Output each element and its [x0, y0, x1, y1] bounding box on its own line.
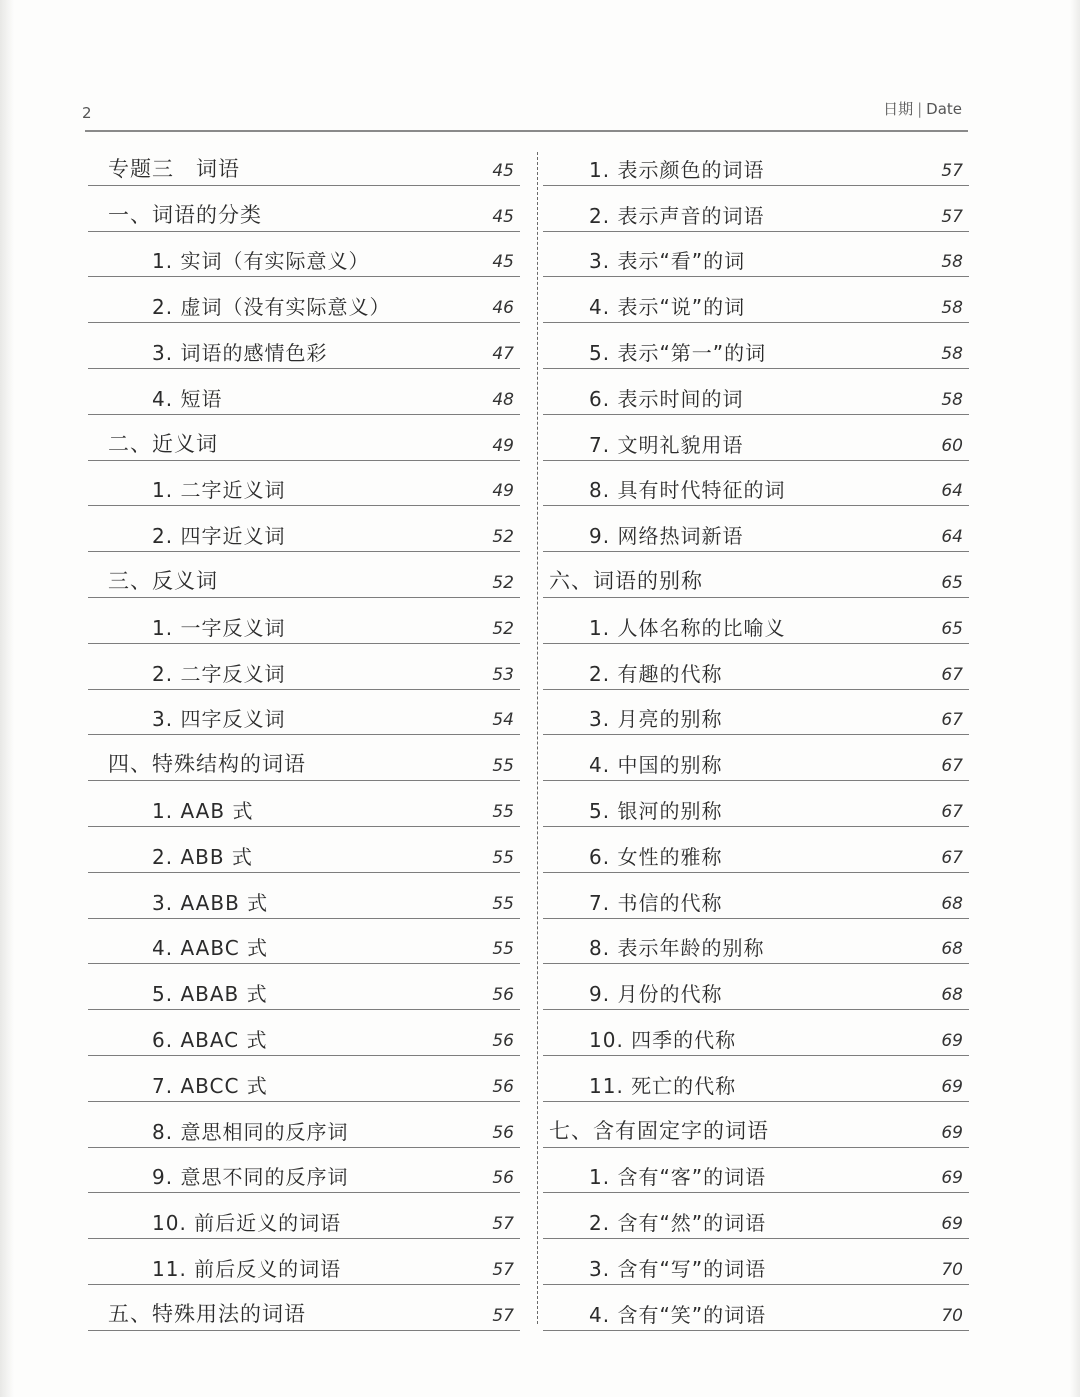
toc-entry-page: 46: [492, 298, 514, 319]
page-number: 2: [82, 104, 92, 122]
toc-entry: [88, 461, 520, 507]
date-label-en: Date: [926, 100, 962, 118]
date-label-cn: 日期: [883, 100, 914, 118]
toc-entry-title: 3. 四字反义词: [152, 707, 286, 732]
toc-entry-title: 1. 表示颜色的词语: [589, 157, 765, 182]
toc-entry-title: 11. 死亡的代称: [589, 1073, 737, 1098]
toc-entry-page: 56: [492, 1168, 514, 1189]
toc-entry-title: 5. 表示“第一”的词: [589, 340, 767, 365]
toc-entry-page: 58: [941, 298, 963, 319]
toc-entry: [543, 873, 969, 919]
date-label: [883, 98, 962, 119]
toc-entry-page: 56: [492, 1076, 514, 1097]
toc-entry-page: 64: [941, 527, 963, 548]
toc-entry-title: 专题三 词语: [108, 156, 240, 181]
toc-entry-title: 2. 表示声音的词语: [589, 203, 765, 228]
toc-entry-title: 7. ABCC 式: [152, 1073, 268, 1098]
toc-entry-title: 6. ABAC 式: [152, 1027, 268, 1052]
toc-entry-page: 45: [492, 206, 514, 227]
toc-entry: [88, 919, 520, 965]
toc-entry-title: 7. 文明礼貌用语: [589, 432, 744, 457]
scan-shadow-left: [0, 0, 14, 1397]
toc-entry: [543, 415, 969, 461]
toc-entry: [88, 506, 520, 552]
toc-entry: [543, 552, 969, 598]
toc-entry-title: 9. 月份的代称: [589, 982, 723, 1007]
toc-entry-page: 57: [492, 1214, 514, 1235]
toc-entry-page: 49: [492, 435, 514, 456]
toc-entry-page: 54: [492, 710, 514, 731]
toc-entry: [88, 1239, 520, 1285]
toc-entry: [543, 369, 969, 415]
toc-entry-title: 2. ABB 式: [152, 844, 253, 869]
toc-entry: [88, 415, 520, 461]
toc-entry-title: 1. 人体名称的比喻义: [589, 615, 786, 640]
toc-entry-page: 57: [492, 1259, 514, 1280]
toc-entry: [543, 964, 969, 1010]
toc-entry-title: 8. 意思相同的反序词: [152, 1119, 349, 1144]
toc-entry: [543, 1010, 969, 1056]
toc-entry-page: 67: [941, 710, 963, 731]
column-divider: [537, 152, 538, 1324]
toc-entry: [543, 690, 969, 736]
toc-entry-page: 55: [492, 893, 514, 914]
toc-entry-title: 2. 四字近义词: [152, 524, 286, 549]
toc-entry: [88, 1102, 520, 1148]
toc-entry-page: 48: [492, 389, 514, 410]
toc-entry: [88, 1056, 520, 1102]
toc-entry: [88, 1148, 520, 1194]
toc-entry-title: 二、近义词: [108, 431, 218, 456]
toc-entry-title: 一、词语的分类: [108, 202, 262, 227]
toc-entry-title: 5. 银河的别称: [589, 798, 723, 823]
toc-entry-title: 2. 二字反义词: [152, 661, 286, 686]
toc-entry: [88, 964, 520, 1010]
toc-entry-title: 8. 表示年龄的别称: [589, 936, 765, 961]
toc-entry-title: 2. 含有“然”的词语: [589, 1211, 767, 1236]
toc-entry-page: 52: [492, 527, 514, 548]
toc-entry-title: 6. 表示时间的词: [589, 386, 744, 411]
toc-entry-page: 70: [941, 1259, 963, 1280]
toc-entry-page: 55: [492, 847, 514, 868]
toc-entry-page: 67: [941, 756, 963, 777]
toc-entry-title: 2. 有趣的代称: [589, 661, 723, 686]
toc-entry-page: 65: [941, 572, 963, 593]
toc-entry-title: 1. 实词（有实际意义）: [152, 249, 370, 274]
toc-entry-title: 8. 具有时代特征的词: [589, 478, 786, 503]
toc-entry-page: 69: [941, 1030, 963, 1051]
toc-entry: [88, 323, 520, 369]
toc-entry: [88, 140, 520, 186]
toc-entry-title: 11. 前后反义的词语: [152, 1256, 342, 1281]
toc-entry-page: 68: [941, 985, 963, 1006]
date-separator: |: [917, 100, 923, 118]
toc-entry: [543, 461, 969, 507]
toc-entry-title: 六、词语的别称: [549, 568, 703, 593]
toc-entry: [543, 644, 969, 690]
toc-entry-title: 四、特殊结构的词语: [108, 752, 306, 777]
toc-entry-title: 3. 含有“写”的词语: [589, 1256, 767, 1281]
toc-entry: [88, 690, 520, 736]
toc-entry-page: 55: [492, 756, 514, 777]
toc-entry-title: 3. 月亮的别称: [589, 707, 723, 732]
toc-entry-title: 4. 中国的别称: [589, 753, 723, 778]
toc-entry-page: 47: [492, 343, 514, 364]
toc-entry-title: 1. 一字反义词: [152, 615, 286, 640]
toc-entry-page: 69: [941, 1076, 963, 1097]
toc-entry: [543, 232, 969, 278]
toc-entry-title: 7. 书信的代称: [589, 890, 723, 915]
toc-entry: [543, 1148, 969, 1194]
toc-entry: [88, 827, 520, 873]
toc-entry-page: 68: [941, 893, 963, 914]
toc-entry: [543, 277, 969, 323]
toc-entry-title: 6. 女性的雅称: [589, 844, 723, 869]
toc-entry-title: 五、特殊用法的词语: [108, 1301, 306, 1326]
toc-entry-page: 58: [941, 343, 963, 364]
toc-entry-title: 3. 表示“看”的词: [589, 249, 746, 274]
toc-entry-page: 53: [492, 664, 514, 685]
toc-entry: [543, 827, 969, 873]
toc-entry: [88, 277, 520, 323]
toc-entry-page: 57: [941, 160, 963, 181]
toc-entry-page: 69: [941, 1214, 963, 1235]
toc-entry-page: 68: [941, 939, 963, 960]
toc-entry-page: 45: [492, 160, 514, 181]
toc-entry-title: 1. 二字近义词: [152, 478, 286, 503]
toc-entry: [543, 1285, 969, 1331]
toc-entry-page: 52: [492, 572, 514, 593]
toc-entry: [543, 140, 969, 186]
toc-entry-page: 56: [492, 1030, 514, 1051]
toc-entry: [543, 1193, 969, 1239]
toc-entry: [543, 506, 969, 552]
toc-entry-page: 69: [941, 1168, 963, 1189]
toc-left-column: [88, 140, 520, 1331]
scan-shadow-right: [1070, 0, 1080, 1397]
toc-entry: [88, 644, 520, 690]
toc-entry: [543, 735, 969, 781]
toc-entry-page: 56: [492, 985, 514, 1006]
header-rule: [85, 130, 968, 132]
toc-entry: [88, 598, 520, 644]
toc-entry-title: 10. 前后近义的词语: [152, 1211, 342, 1236]
toc-entry-page: 70: [941, 1305, 963, 1326]
toc-entry-page: 64: [941, 481, 963, 502]
toc-entry-title: 1. AAB 式: [152, 798, 254, 823]
toc-entry-page: 45: [492, 252, 514, 273]
toc-entry: [543, 919, 969, 965]
toc-entry: [543, 598, 969, 644]
toc-entry: [88, 781, 520, 827]
toc-entry: [88, 1285, 520, 1331]
toc-entry-page: 58: [941, 252, 963, 273]
toc-entry-page: 56: [492, 1122, 514, 1143]
toc-entry-page: 60: [941, 435, 963, 456]
toc-entry: [88, 232, 520, 278]
toc-entry: [88, 1193, 520, 1239]
toc-entry-title: 9. 意思不同的反序词: [152, 1165, 349, 1190]
toc-entry-page: 49: [492, 481, 514, 502]
toc-entry-title: 5. ABAB 式: [152, 982, 268, 1007]
toc-entry-page: 69: [941, 1122, 963, 1143]
toc-entry-title: 4. 表示“说”的词: [589, 295, 746, 320]
toc-entry-page: 57: [492, 1305, 514, 1326]
toc-entry: [88, 1010, 520, 1056]
toc-entry: [88, 552, 520, 598]
toc-entry: [543, 1239, 969, 1285]
toc-entry: [88, 735, 520, 781]
toc-entry-page: 52: [492, 618, 514, 639]
toc-entry: [543, 1056, 969, 1102]
toc-entry-page: 58: [941, 389, 963, 410]
toc-entry-title: 3. AABB 式: [152, 890, 269, 915]
toc-entry: [88, 369, 520, 415]
toc-entry-page: 67: [941, 664, 963, 685]
toc-entry: [543, 186, 969, 232]
toc-entry-page: 57: [941, 206, 963, 227]
toc-entry-title: 3. 词语的感情色彩: [152, 340, 328, 365]
toc-entry-page: 67: [941, 847, 963, 868]
toc-entry-page: 65: [941, 618, 963, 639]
toc-entry-title: 4. 含有“笑”的词语: [589, 1302, 767, 1327]
toc-entry-title: 1. 含有“客”的词语: [589, 1165, 767, 1190]
toc-entry: [543, 781, 969, 827]
toc-right-column: [543, 140, 969, 1331]
toc-entry-title: 4. 短语: [152, 386, 223, 411]
toc-entry: [543, 1102, 969, 1148]
toc-entry-title: 9. 网络热词新语: [589, 524, 744, 549]
toc-entry-page: 67: [941, 801, 963, 822]
toc-entry-title: 10. 四季的代称: [589, 1027, 737, 1052]
toc-entry: [88, 873, 520, 919]
toc-entry-title: 三、反义词: [108, 568, 218, 593]
toc-entry-page: 55: [492, 939, 514, 960]
toc-entry-title: 4. AABC 式: [152, 936, 269, 961]
toc-entry: [88, 186, 520, 232]
toc-entry-title: 2. 虚词（没有实际意义）: [152, 295, 391, 320]
toc-entry-page: 55: [492, 801, 514, 822]
toc-entry-title: 七、含有固定字的词语: [549, 1118, 769, 1143]
toc-entry: [543, 323, 969, 369]
